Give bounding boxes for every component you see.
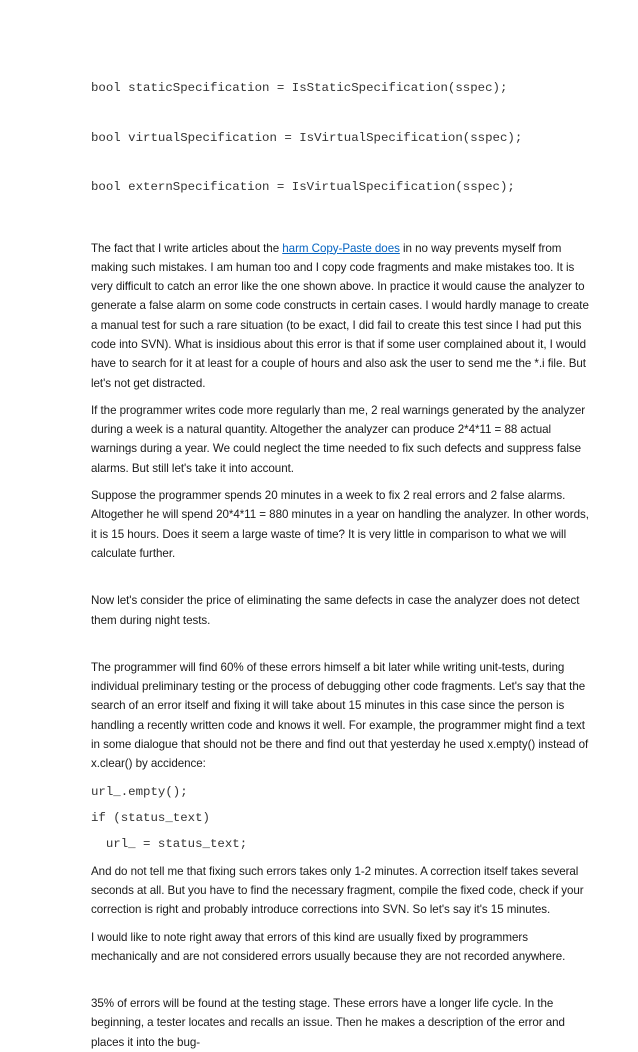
code-line: bool virtualSpecification = IsVirtualSpecification(sspec); — [91, 130, 523, 145]
paragraph-text: The fact that I write articles about the — [91, 241, 283, 255]
paragraph-testing-stage: 35% of errors will be found at the testing stage. These errors have a longer life cycle. In the beginning, a tester locates and recalls an issue. Then he makes a description of the error and places it into the bug- — [91, 997, 565, 1049]
paragraph-time-spent: Suppose the programmer spends 20 minutes in a week to fix 2 real errors and 2 false alarms. Altogether he will spend 20*4*11 = 880 minutes in a year on handling the analyzer. In other words, it is 15 hours. Does it seem a large waste of time? It is very little in comparison to what we will calculate further. — [91, 489, 589, 560]
code-listing-url-empty — [91, 784, 596, 852]
code-line: url_ = status_text; — [91, 836, 248, 851]
harm-copy-paste-link[interactable]: harm Copy-Paste does — [282, 241, 400, 255]
paragraph-mechanical-fixes: I would like to note right away that errors of this kind are usually fixed by programmers mechanically and are not considered errors usually because they are not recorded anywhere. — [91, 930, 566, 963]
paragraph-text: in no way prevents myself from making such mistakes. I am human too and I copy code fragments and make mistakes too. It is very difficult to catch an error like the one shown above. In practice it would cause the analyzer to generate a false alarm on some code constructs in certain cases. I would hardly manage to create a manual test for such a rare situation (to be exact, I did fail to create this test since I had put this code into SVN). What is insidious about this error is that if some user complained about it, I would have to search for it at least for a couple of hours and also ask the user to send me the *.i file. But let's not get distracted. — [91, 241, 589, 390]
document-page — [91, 47, 596, 1052]
paragraph-real-warnings: If the programmer writes code more regularly than me, 2 real warnings generated by the analyzer during a week is a natural quantity. Altogether the analyzer can produce 2*4*11 = 88 actual warnings during a year. We could neglect the time needed to fix such defects and suppress false alarms. But still let's take it into account. — [91, 403, 586, 475]
paragraph-fixing-time: And do not tell me that fixing such errors takes only 1-2 minutes. A correction itself takes several seconds at all. But you have to find the necessary fragment, compile the fixed code, check if your correction is right and probably introduce corrections into SVN. So let's say it's 15 minutes. — [91, 864, 584, 917]
code-line: bool staticSpecification = IsStaticSpecification(sspec); — [91, 81, 508, 95]
code-listing-specifications — [91, 47, 596, 229]
paragraph-copy-paste — [91, 239, 596, 393]
code-line: if (status_text) — [91, 810, 210, 825]
paragraph-unit-tests: The programmer will find 60% of these errors himself a bit later while writing unit-tests, during individual preliminary testing or the process of debugging other code fragments. Let's say that the search of an error itself and fixing it will take about 15 minutes in this case since the person is handling a recently written code and knows it well. For example, the programmer might find a text in some dialogue that should not be there and find out that yesterday he used x.empty() instead of x.clear() by accidence: — [91, 660, 589, 771]
code-line: bool externSpecification = IsVirtualSpecification(sspec); — [91, 180, 515, 194]
paragraph-price-eliminating: Now let's consider the price of eliminating the same defects in case the analyzer does not detect them during night tests. — [91, 594, 580, 627]
code-line: url_.empty(); — [91, 784, 188, 799]
